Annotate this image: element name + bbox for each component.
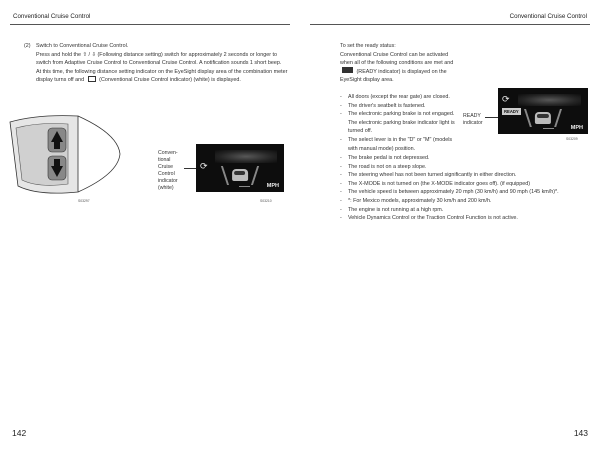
- condition-item: - The steering wheel has not been turned significantly in either direction.: [340, 171, 590, 180]
- step-text-c: At this time, the following distance setting indicator on the EyeSight display area of the combination meter display turns off and: [36, 68, 288, 84]
- condition-item: - The X-MODE is not turned on (the X-MODE indicator goes off). (if equipped): [340, 180, 590, 189]
- step-2: [24, 42, 288, 85]
- meter-glow: [215, 150, 277, 163]
- ready-badge: READY: [504, 109, 519, 114]
- cruise-control-indicator-icon: [88, 76, 96, 82]
- step-label: (2): [24, 43, 31, 49]
- condition-item: - The brake pedal is not depressed.: [340, 154, 590, 163]
- ready-status-intro: [340, 42, 460, 85]
- distance-down-icon: ⇩: [91, 51, 97, 58]
- lane-line-right: [554, 109, 562, 127]
- condition-item: - The road is not on a steep slope.: [340, 163, 590, 172]
- meter-display: [196, 144, 284, 192]
- car-icon: [535, 112, 551, 124]
- step-text-a: Press and hold the: [36, 51, 81, 58]
- intro-heading: To set the ready status:: [340, 43, 396, 49]
- page-number: 142: [12, 428, 27, 438]
- lane-line-left: [524, 109, 532, 127]
- cruise-control-icon: ⟳: [200, 161, 208, 171]
- figure-code: S03297: [78, 199, 90, 203]
- page-number: 143: [573, 428, 588, 438]
- steering-switch-illustration: [8, 114, 128, 196]
- callout-line: tional: [158, 157, 171, 163]
- callout-line: Conven-: [158, 150, 178, 156]
- callout-line: READY: [463, 113, 481, 119]
- header-rule: [310, 24, 590, 25]
- lane-line-left: [221, 166, 229, 185]
- condition-item: - The vehicle speed is between approximately 20 mph (30 km/h) and 90 mph (145 km/h)*.: [340, 188, 590, 197]
- meter-display: [498, 88, 588, 134]
- step-body: [36, 42, 288, 85]
- footnote: - *: For Mexico models, approximately 30 km/h and 200 km/h.: [340, 197, 590, 206]
- lane-line-right: [251, 166, 259, 185]
- car-icon: [232, 169, 248, 181]
- cruise-control-icon: ⟳: [502, 94, 510, 104]
- condition-list-narrow: [340, 93, 460, 153]
- condition-item: - All doors (except the rear gate) are closed.: [340, 93, 460, 102]
- intro-paragraph: [340, 51, 460, 85]
- condition-item: - The select lever is in the "D" or "M" (models with manual mode) position.: [340, 136, 460, 153]
- callout-line: Control: [158, 171, 175, 177]
- step-paragraph: [36, 51, 288, 68]
- speed-dash: [239, 186, 250, 188]
- ready-indicator-callout: [463, 113, 483, 127]
- condition-item: - The electronic parking brake is not engaged. The electronic parking brake indicator light is turned off.: [340, 110, 460, 136]
- speed-dash: [543, 128, 554, 130]
- condition-item: - Vehicle Dynamics Control or the Traction Control Function is not active.: [340, 214, 590, 223]
- callout-line: indicator: [463, 120, 483, 126]
- distance-up-icon: ⇧: [82, 51, 87, 58]
- header-rule: [10, 24, 290, 25]
- right-page: [300, 0, 600, 450]
- step-title: Switch to Conventional Cruise Control.: [36, 43, 129, 49]
- callout-line: indicator: [158, 178, 178, 184]
- figure-code: S03209: [566, 137, 578, 141]
- intro-text-b: (READY indicator) is displayed on the EyeSight display area.: [340, 68, 447, 84]
- condition-list-wide: [340, 154, 590, 223]
- speed-unit: MPH: [266, 183, 279, 189]
- callout-line: (white): [158, 185, 174, 191]
- running-header: Conventional Cruise Control: [13, 13, 91, 20]
- step-paragraph-2: [36, 68, 288, 85]
- step-text-d: (Conventional Cruise Control indicator) (white) is displayed.: [99, 77, 241, 84]
- condition-item: - The engine is not running at a high rpm.: [340, 206, 590, 215]
- condition-item: - The driver's seatbelt is fastened.: [340, 102, 460, 111]
- ready-indicator-icon: [342, 67, 353, 73]
- speed-unit: MPH: [570, 125, 583, 131]
- cruise-control-indicator-callout: [158, 150, 178, 192]
- intro-text-a: Conventional Cruise Control can be activated when all of the following conditions are met and: [340, 51, 454, 67]
- figure-code: S03210: [260, 199, 272, 203]
- meter-glow: [518, 94, 581, 107]
- running-header: Conventional Cruise Control: [509, 13, 587, 20]
- step-text-b: (Following distance setting) switch for approximately 2 seconds or longer to switch from Adaptive Cruise Control to Conventional Cruise Control. A notification sounds 1 short beep.: [36, 51, 282, 67]
- step-slash: /: [88, 51, 90, 58]
- callout-line: Cruise: [158, 164, 173, 170]
